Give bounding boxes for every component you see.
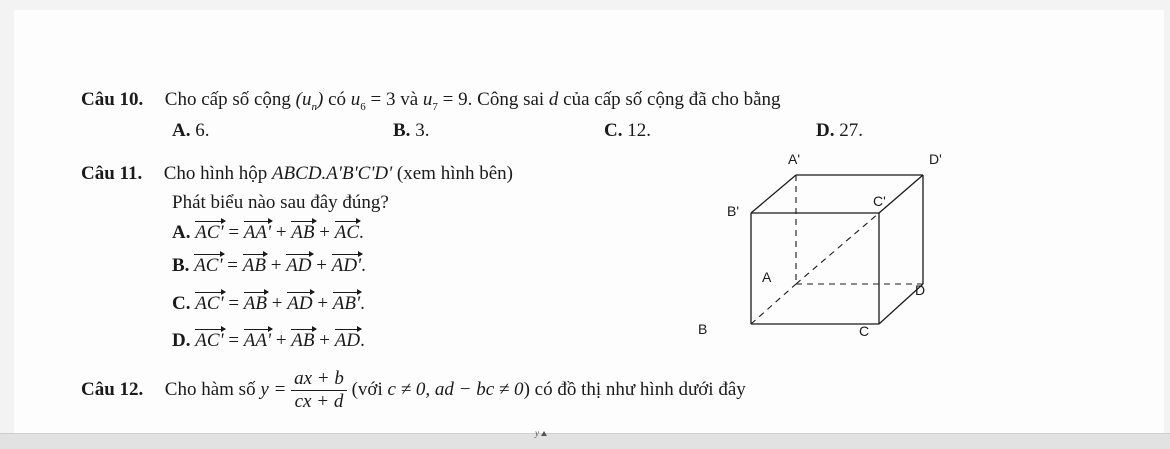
- q10-text-4: . Công sai: [467, 89, 549, 110]
- question-12: [81, 366, 746, 414]
- vertex-label-d: D: [915, 282, 926, 298]
- vertex-label-a1: A': [788, 151, 801, 167]
- vertex-label-b1: B': [727, 203, 740, 219]
- q10-d: d: [548, 89, 559, 110]
- q10-text-2: có: [323, 89, 351, 110]
- q11-prompt: Phát biểu nào sau đây đúng?: [172, 192, 389, 213]
- q10-u6: $u_6 = 3$: [350, 89, 396, 113]
- q11-option-b: B. AC' = AB + AD + AD'.: [172, 255, 366, 276]
- question-11-number: Câu 11.: [81, 163, 143, 184]
- q10-sequence: $(u_n)$: [295, 89, 324, 113]
- q11-text-2: (xem hình bên): [392, 163, 513, 184]
- q11-option-d: D. AC' = AA' + AB + AD.: [172, 330, 365, 351]
- page-bottom-edge: [0, 433, 1170, 449]
- vertex-label-d1: D': [929, 151, 942, 167]
- vertex-label-a: A: [762, 269, 772, 285]
- q12-text-1: Cho hàm số: [164, 379, 261, 400]
- vertex-label-c: C: [859, 323, 870, 339]
- q11-text-1: Cho hình hộp: [163, 163, 272, 184]
- q12-y: y =: [260, 379, 287, 400]
- vertex-label-c1: C': [873, 193, 886, 209]
- q11-option-a: A. AC' = AA' + AB + AC.: [172, 222, 364, 243]
- q10-option-c: C. 12.: [604, 120, 651, 141]
- question-10: [81, 89, 781, 118]
- q12-condition: c ≠ 0, ad − bc ≠ 0: [387, 379, 524, 400]
- q11-option-c: C. AC' = AB + AD + AB'.: [172, 293, 365, 314]
- q10-u7: $u_7 = 9$: [422, 89, 468, 113]
- question-12-number: Câu 12.: [81, 379, 144, 400]
- q10-option-b: B. 3.: [393, 120, 430, 141]
- q10-option-a: A. 6.: [172, 120, 210, 141]
- question-10-number: Câu 10.: [81, 89, 144, 110]
- question-11: [81, 163, 513, 185]
- graph-axis-hint: y: [535, 428, 547, 438]
- q10-text-3: và: [395, 89, 423, 110]
- vertex-label-b: B: [698, 321, 708, 337]
- q10-text-5: của cấp số cộng đã cho bằng: [558, 89, 781, 110]
- q12-fraction: $\frac{ax + b}{cx + d}$: [291, 368, 347, 413]
- q12-text-2: (với: [346, 379, 388, 400]
- hidden-edge-b-a: [751, 284, 796, 324]
- q12-text-3: ) có đồ thị như hình dưới đây: [523, 379, 746, 400]
- edge-b1-a1: [751, 175, 796, 213]
- diagonal-a-c1: [796, 213, 879, 284]
- parallelepiped-figure: [690, 150, 950, 350]
- q10-option-d: D. 27.: [816, 120, 863, 141]
- q10-text-1: Cho cấp số cộng: [164, 89, 296, 110]
- q11-box-name: ABCD.A'B'C'D': [271, 163, 393, 184]
